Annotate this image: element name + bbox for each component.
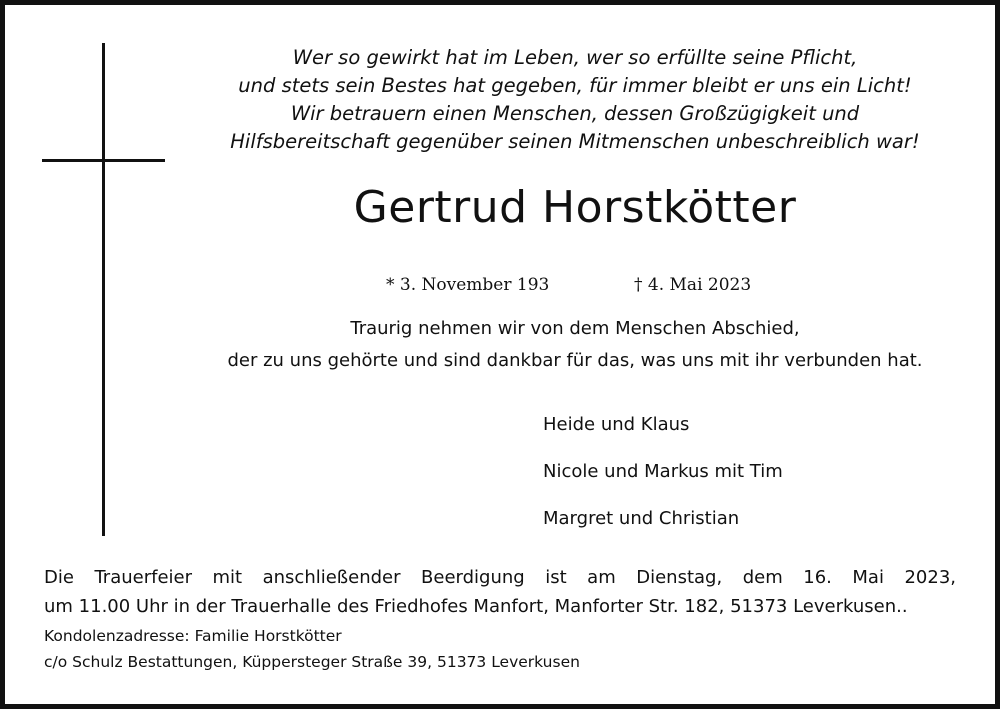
death-date: † 4. Mai 2023 bbox=[634, 275, 752, 295]
family-member: Nicole und Markus mit Tim bbox=[543, 461, 783, 482]
family-member: Margret und Christian bbox=[543, 508, 740, 529]
cross-icon-vertical-bar bbox=[102, 43, 105, 536]
birth-date: * 3. November 193 bbox=[386, 275, 550, 295]
condolence-address bbox=[44, 623, 580, 675]
family-member: Heide und Klaus bbox=[543, 414, 690, 435]
funeral-info bbox=[44, 563, 956, 621]
poem-line: und stets sein Bestes hat gegeben, für immer bleibt er uns ein Licht! bbox=[238, 74, 912, 97]
condolence-line: Kondolenzadresse: Familie Horstkötter bbox=[44, 627, 342, 645]
funeral-line: Die Trauerfeier mit anschließender Beerdigung ist am Dienstag, dem 16. Mai 2023, bbox=[44, 567, 956, 588]
cross-icon-horizontal-bar bbox=[42, 159, 165, 162]
family-list bbox=[543, 410, 783, 551]
mourning-line: Traurig nehmen wir von dem Menschen Abschied, bbox=[350, 318, 800, 339]
poem-line: Wir betrauern einen Menschen, dessen Großzügigkeit und bbox=[290, 102, 860, 125]
poem-line: Hilfsbereitschaft gegenüber seinen Mitmenschen unbeschreiblich war! bbox=[230, 130, 920, 153]
funeral-line: um 11.00 Uhr in der Trauerhalle des Friedhofes Manfort, Manforter Str. 182, 51373 Leverkusen.. bbox=[44, 596, 908, 617]
mourning-text bbox=[180, 313, 970, 377]
deceased-name: Gertrud Horstkötter bbox=[353, 182, 797, 233]
mourning-line: der zu uns gehörte und sind dankbar für das, was uns mit ihr verbunden hat. bbox=[227, 350, 923, 371]
poem bbox=[180, 44, 970, 156]
poem-line: Wer so gewirkt hat im Leben, wer so erfüllte seine Pflicht, bbox=[292, 46, 858, 69]
condolence-line: c/o Schulz Bestattungen, Küppersteger Straße 39, 51373 Leverkusen bbox=[44, 653, 580, 671]
